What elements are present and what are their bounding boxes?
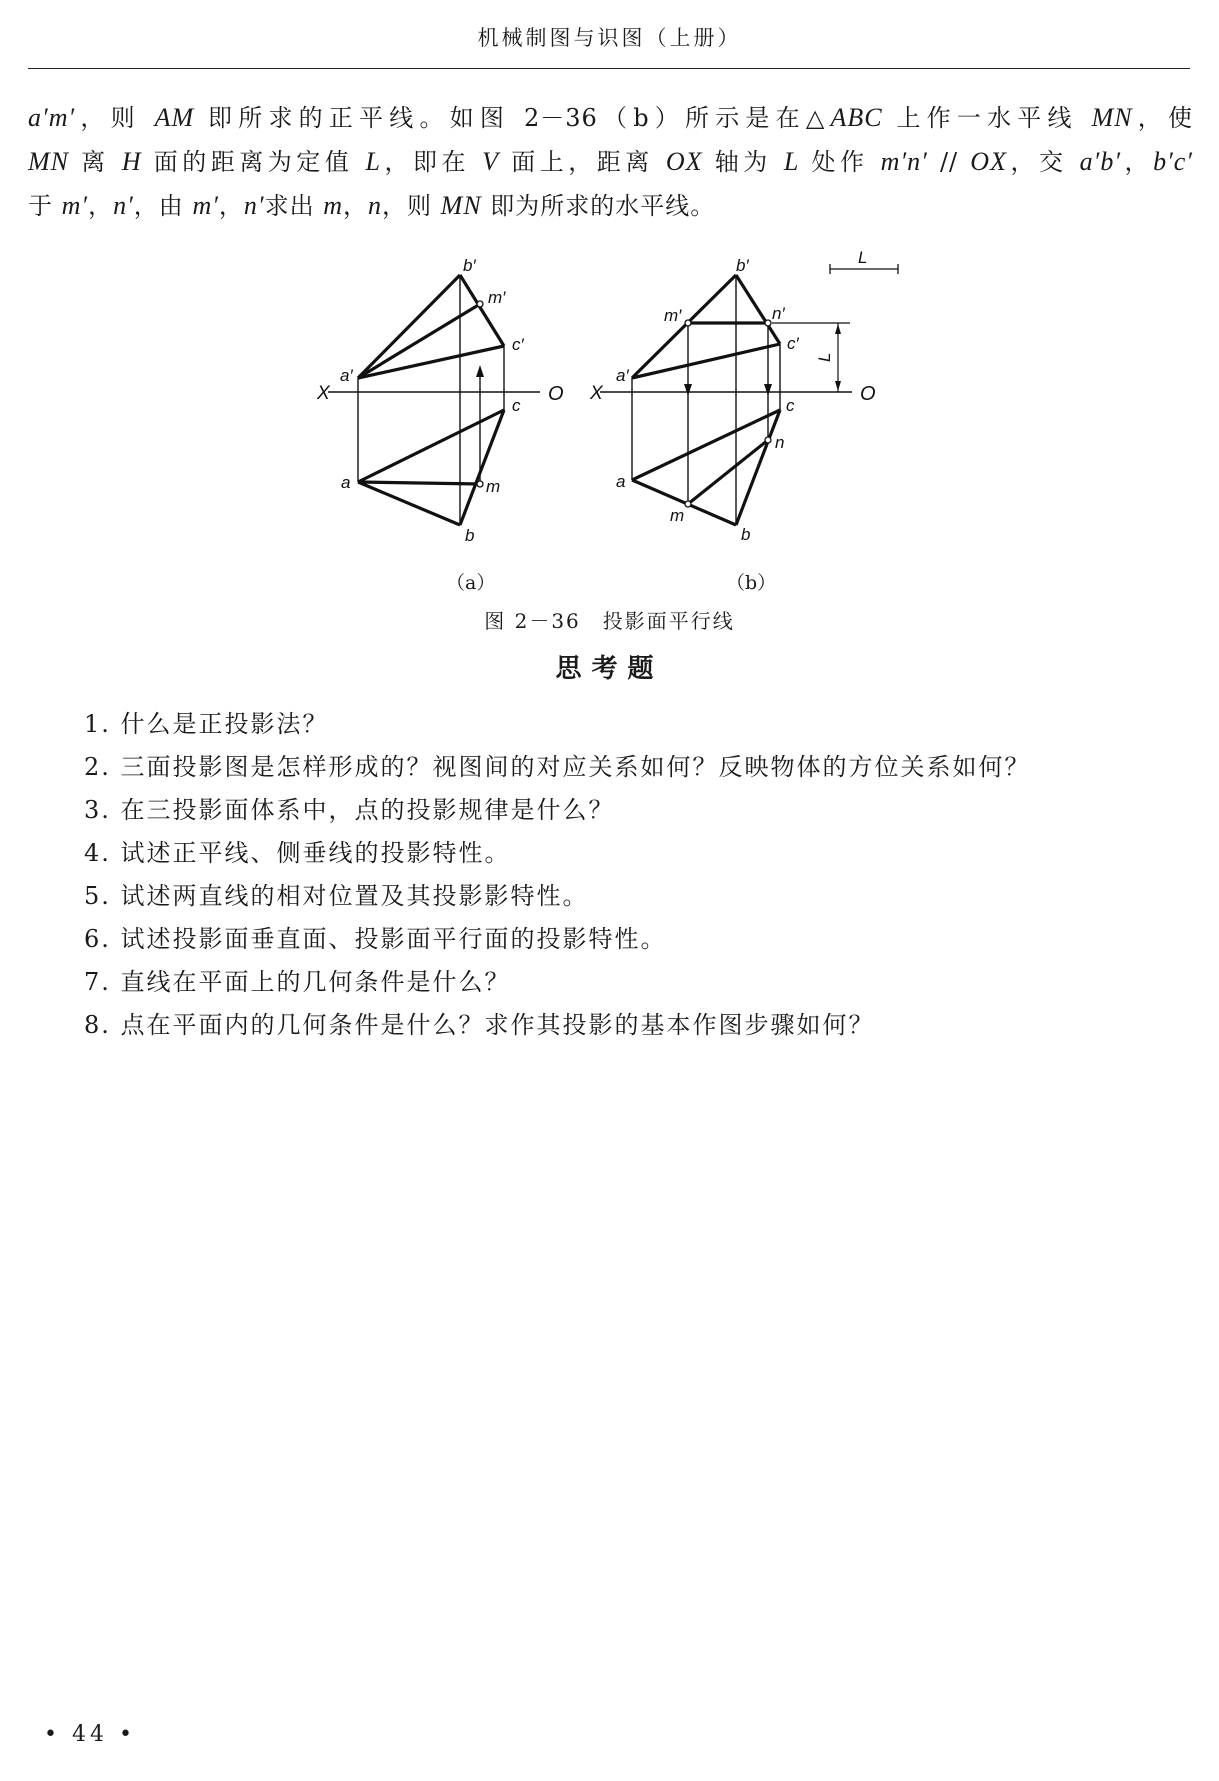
- line-a1-b1-b: [632, 275, 736, 378]
- math-symbol: n: [368, 191, 383, 220]
- arrow-head-n-b: [764, 384, 772, 396]
- math-symbol: ABC: [830, 103, 883, 132]
- question-item: 6. 试述投影面垂直面、投影面平行面的投影特性。: [84, 925, 667, 953]
- label-c-prime-b: c′: [787, 334, 799, 353]
- label-c-a: c: [512, 396, 521, 415]
- math-symbol: AM: [154, 103, 195, 132]
- math-symbol: m: [323, 191, 344, 220]
- question-item: 1. 什么是正投影法？: [84, 710, 329, 738]
- point-m-a: [477, 481, 483, 487]
- label-x-a: X: [317, 383, 330, 404]
- math-symbol: MN: [440, 191, 482, 220]
- arrow-head-a: [476, 365, 484, 377]
- label-b-a: b: [465, 526, 475, 545]
- diagram-b: [600, 264, 898, 525]
- math-symbol: b′c′: [1153, 147, 1193, 176]
- text-run: 离: [69, 148, 122, 176]
- figure-2-36: [0, 0, 1219, 660]
- arrow-head-m-b: [684, 384, 692, 396]
- label-o-b: O: [860, 383, 876, 405]
- math-symbol: n′: [113, 191, 134, 220]
- projection-diagrams: [0, 0, 1219, 660]
- label-b-b: b: [741, 525, 751, 544]
- line-a-b: [358, 482, 460, 525]
- label-a-b: a: [616, 472, 626, 491]
- question-item: 5. 试述两直线的相对位置及其投影影特性。: [84, 882, 589, 910]
- question-item: 4. 试述正平线、侧垂线的投影特性。: [84, 839, 511, 867]
- figure-caption: 图 2－36 投影面平行线: [484, 609, 735, 633]
- text-run: ，: [343, 192, 369, 220]
- question-item: 2. 三面投影图是怎样形成的？视图间的对应关系如何？反映物体的方位关系如何？: [84, 753, 1031, 781]
- text-run: ，: [88, 192, 114, 220]
- dim-arrow-down: [835, 381, 841, 391]
- label-n-prime-b: n′: [772, 304, 785, 323]
- text-run: 轴为: [702, 148, 784, 176]
- label-a-a: a: [341, 473, 351, 492]
- label-b-prime-a: b′: [463, 256, 476, 275]
- running-header: 机械制图与识图（上册）: [477, 26, 742, 50]
- section-title: 思考题: [555, 654, 664, 684]
- text-run: 面的距离为定值: [141, 148, 366, 176]
- math-symbol: m′: [192, 191, 219, 220]
- math-symbol: L: [365, 147, 381, 176]
- text-run: 即所求的正平线。如图 2－36（b）所示是在△: [194, 104, 831, 132]
- label-a-prime-b: a′: [616, 366, 629, 385]
- text-run: ，使: [1132, 104, 1194, 132]
- math-symbol: V: [482, 147, 500, 176]
- text-run: ，即在: [380, 148, 483, 176]
- math-symbol: m′: [61, 191, 89, 220]
- math-symbol: OX: [665, 147, 703, 176]
- label-m-b: m: [670, 506, 685, 525]
- point-m-b: [685, 501, 691, 507]
- point-m1-b: [685, 320, 691, 326]
- math-symbol: H: [121, 147, 142, 176]
- math-symbol: MN: [1091, 103, 1133, 132]
- text-run: 处作: [799, 148, 881, 176]
- label-c-prime-a: c′: [512, 335, 524, 354]
- label-L-top: L: [858, 248, 868, 267]
- math-symbol: a′m′: [28, 103, 76, 132]
- question-item: 7. 直线在平面上的几何条件是什么？: [84, 968, 511, 996]
- dim-arrow-up: [835, 324, 841, 334]
- text-run: //: [927, 148, 971, 176]
- math-symbol: a′b′: [1079, 147, 1122, 176]
- line-a-m: [358, 482, 480, 484]
- point-n-b: [765, 437, 771, 443]
- text-run: ，则: [75, 104, 155, 132]
- sub-caption-a: （a）: [446, 572, 496, 594]
- label-m-prime-b: m′: [664, 306, 682, 325]
- math-symbol: L: [783, 147, 800, 176]
- point-m1-a: [477, 301, 483, 307]
- text-run: 求出: [264, 192, 324, 220]
- label-L-side: L: [815, 352, 834, 362]
- math-symbol: OX: [970, 147, 1007, 176]
- text-run: ，交: [1006, 148, 1080, 176]
- math-symbol: m′n′: [880, 147, 928, 176]
- diagram-a: [328, 275, 540, 525]
- label-a-prime-a: a′: [340, 366, 353, 385]
- diagram-a-labels: [316, 256, 564, 545]
- page-number: • 44 •: [44, 1722, 136, 1747]
- question-list: [84, 703, 1031, 1047]
- text-run: ，由: [133, 192, 193, 220]
- label-b-prime-b: b′: [736, 256, 749, 275]
- text-run: 面上，距离: [499, 148, 666, 176]
- math-symbol: MN: [28, 147, 69, 176]
- text-run: 于: [28, 192, 62, 220]
- text-run: 上作一水平线: [882, 104, 1092, 132]
- label-c-b: c: [786, 396, 795, 415]
- text-run: ，: [1121, 148, 1154, 176]
- text-run: 即为所求的水平线。: [481, 192, 716, 220]
- label-x-b: X: [590, 383, 603, 404]
- label-m-a: m: [486, 477, 501, 496]
- text-run: ，: [218, 192, 244, 220]
- label-n-b: n: [775, 433, 785, 452]
- question-item: 3. 在三投影面体系中，点的投影规律是什么？: [84, 796, 615, 824]
- text-run: ，则: [382, 192, 441, 220]
- point-n1-b: [765, 320, 771, 326]
- math-symbol: n′: [243, 191, 265, 220]
- line-a1-c1-b: [632, 344, 780, 378]
- label-m-prime-a: m′: [488, 288, 506, 307]
- sub-caption-b: （b）: [726, 572, 777, 594]
- label-o-a: O: [548, 383, 564, 405]
- question-item: 8. 点在平面内的几何条件是什么？求作其投影的基本作图步骤如何？: [84, 1011, 875, 1039]
